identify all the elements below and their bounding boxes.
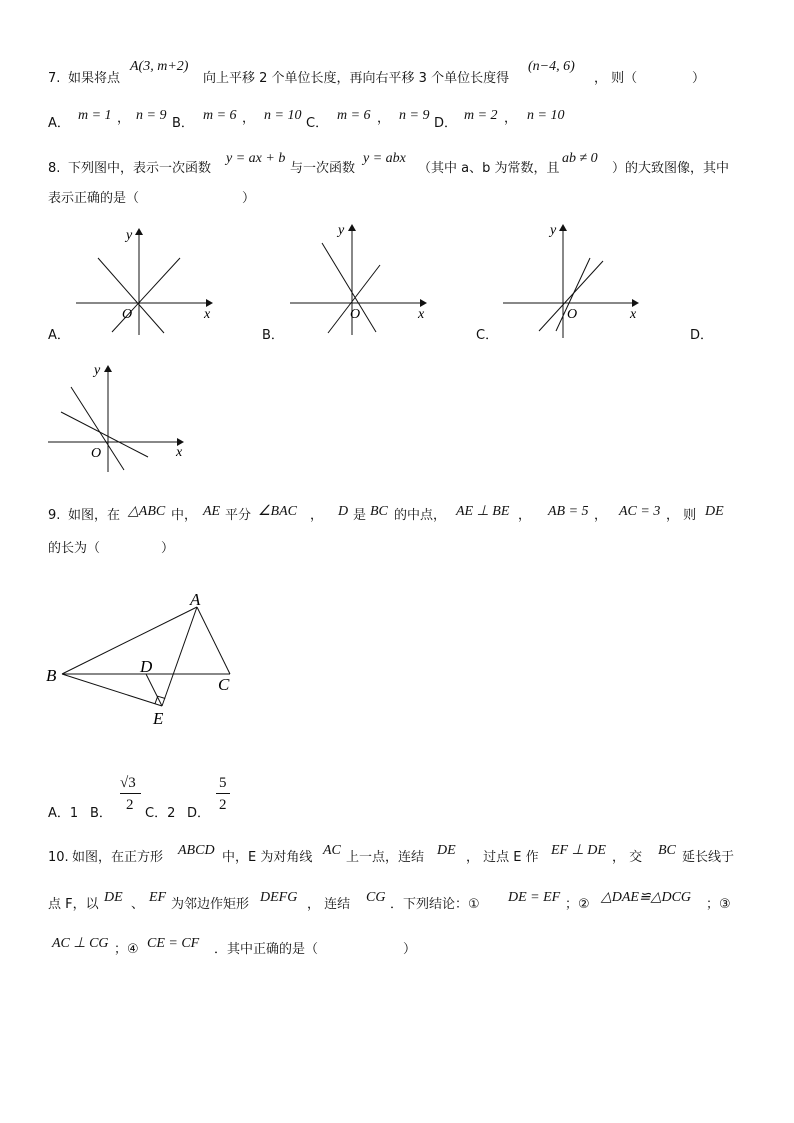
q9-text-line2-end: ） — [161, 541, 175, 556]
graph-c-x-label: x — [630, 307, 637, 322]
q7-text-3: ， 则（ — [594, 71, 638, 86]
q9-perp: AE ⊥ BE — [456, 504, 510, 519]
q7-option-a-sep: ， — [117, 111, 131, 126]
q7-option-b-n: n = 10 — [264, 108, 302, 123]
q9-option-d-numerator: 5 — [219, 775, 227, 791]
q7-option-a-n: n = 9 — [136, 108, 167, 123]
graph-a-y-label: y — [126, 228, 133, 243]
q9-bc: BC — [370, 504, 388, 519]
q7-option-b-sep: ， — [242, 111, 256, 126]
q7-option-a-label[interactable]: A． — [48, 116, 70, 131]
q9-de: DE — [705, 504, 724, 519]
q7-text-2: 向上平移 2 个单位长度，再向右平移 3 个单位长度得 — [203, 71, 510, 86]
graph-a-origin: O — [122, 307, 133, 322]
segment-ac — [197, 607, 230, 674]
graph-d-x-label: x — [176, 445, 183, 460]
q7-text-1: 如果将点 — [68, 71, 121, 86]
q8-text-2: 与一次函数 — [290, 161, 356, 176]
graph-c-origin: O — [567, 307, 578, 322]
graph-d-y-label: y — [94, 363, 101, 378]
q9-d: D — [338, 504, 349, 519]
q10-l2-text-1: 点 F，以 — [48, 897, 99, 912]
q10-conclusion-1: DE = EF — [508, 890, 561, 905]
q8-graph-d[interactable] — [48, 366, 183, 472]
q9-option-b-fraction-bar — [120, 793, 141, 794]
q9-text-6: 的中点， — [394, 508, 447, 523]
q10-perp: EF ⊥ DE — [551, 843, 606, 858]
q10-conclusion-2: △DAE≌△DCG — [601, 890, 692, 905]
q9-text-1: 如图，在 — [68, 508, 121, 523]
q10-square: ABCD — [178, 843, 215, 858]
q8-text-1: 下列图中，表示一次函数 — [68, 161, 212, 176]
q10-text-5: ， 交 — [612, 850, 643, 865]
q8-option-b-label[interactable]: B． — [262, 328, 284, 343]
point-e-label: E — [153, 709, 164, 728]
q10-text-3: 上一点，连结 — [346, 850, 425, 865]
q9-option-d-denominator: 2 — [219, 797, 227, 813]
q9-angle: ∠BAC — [258, 504, 297, 519]
q8-formula-2: y = abx — [363, 151, 406, 166]
q7-option-d-label[interactable]: D． — [434, 116, 458, 131]
q7-option-c-n: n = 9 — [399, 108, 430, 123]
q10-l2-text-7: ；③ — [706, 897, 731, 912]
q10-bc: BC — [658, 843, 676, 858]
q10-l3-text-1: ；④ — [114, 942, 139, 957]
q10-l3-end: ） — [403, 942, 417, 957]
q7-option-a-m: m = 1 — [78, 108, 112, 123]
q10-conclusion-3: AC ⊥ CG — [52, 936, 109, 951]
q9-option-a[interactable]: A．1 — [48, 806, 79, 821]
q8-text-4: ）的大致图像，其中 — [612, 161, 730, 176]
q7-option-b-m: m = 6 — [203, 108, 237, 123]
graph-b-line-1 — [322, 243, 376, 332]
q8-text-line2: 表示正确的是（ — [48, 191, 140, 206]
q10-l2-rect: DEFG — [260, 890, 298, 905]
q10-l2-text-4: ， 连结 — [307, 897, 351, 912]
q8-text-line2-end: ） — [242, 191, 256, 206]
q9-text-4: ， — [310, 508, 324, 523]
q9-text-9: ， 则 — [666, 508, 697, 523]
q10-l2-text-3: 为邻边作矩形 — [171, 897, 250, 912]
q7-option-c-m: m = 6 — [337, 108, 371, 123]
q7-option-d-sep: ， — [504, 111, 518, 126]
q9-option-b-label[interactable]: B． — [90, 806, 112, 821]
q10-text-4: ， 过点 E 作 — [466, 850, 539, 865]
q9-option-c[interactable]: C．2 — [145, 806, 176, 821]
segment-be — [62, 674, 162, 706]
point-b-label: B — [46, 666, 57, 685]
q8-option-d-label[interactable]: D． — [690, 328, 714, 343]
q8-option-c-label[interactable]: C． — [476, 328, 499, 343]
point-a-label: A — [190, 590, 201, 609]
graph-b-line-2 — [328, 265, 380, 333]
q7-text-4: ） — [692, 71, 706, 86]
q8-number: 8. — [48, 161, 61, 176]
q10-de: DE — [437, 843, 456, 858]
q9-text-2: 中， — [171, 508, 198, 523]
q9-text-3: 平分 — [225, 508, 252, 523]
point-d-label: D — [140, 657, 153, 676]
q10-l2-ef: EF — [149, 890, 167, 905]
q9-text-8: ， — [594, 508, 608, 523]
q9-option-d-label[interactable]: D． — [187, 806, 211, 821]
q10-l2-text-6: ；② — [565, 897, 590, 912]
q7-option-d-m: m = 2 — [464, 108, 498, 123]
graph-d-origin: O — [91, 446, 102, 461]
q10-text-2: 中，E 为对角线 — [222, 850, 313, 865]
q10-l2-cg: CG — [366, 890, 386, 905]
q9-number: 9. — [48, 508, 61, 523]
q9-option-b-denominator: 2 — [126, 797, 134, 813]
q10-ac: AC — [323, 843, 341, 858]
q10-conclusion-4: CE = CF — [147, 936, 200, 951]
q9-ab: AB = 5 — [548, 504, 589, 519]
q9-text-line2: 的长为（ — [48, 541, 101, 556]
graph-c-y-label: y — [550, 223, 557, 238]
q7-point-a: A(3, m+2) — [130, 59, 189, 74]
q10-l3-text-2: ．其中正确的是（ — [214, 942, 319, 957]
q9-text-5: 是 — [353, 508, 367, 523]
q9-option-b-numerator: √3 — [120, 775, 136, 791]
q7-option-c-sep: ， — [377, 111, 391, 126]
q10-text-6: 延长线于 — [682, 850, 735, 865]
q7-option-d-n: n = 10 — [527, 108, 565, 123]
graph-d-line-1 — [61, 412, 148, 457]
graph-b-x-label: x — [418, 307, 425, 322]
graph-a-x-label: x — [204, 307, 211, 322]
point-c-label: C — [218, 675, 230, 694]
q8-graph-a[interactable] — [76, 229, 212, 335]
q8-text-3: （其中 a、b 为常数，且 — [418, 161, 560, 176]
q9-text-7: ， — [518, 508, 532, 523]
q9-ac: AC = 3 — [619, 504, 661, 519]
q8-formula-1: y = ax + b — [226, 151, 286, 166]
q10-l2-text-5: ．下列结论：① — [390, 897, 480, 912]
q9-option-d-fraction-bar — [216, 793, 230, 794]
graph-b-origin: O — [350, 307, 361, 322]
q9-triangle: △ABC — [128, 504, 166, 519]
q10-text-1: 如图，在正方形 — [72, 850, 164, 865]
q7-option-c-label[interactable]: C． — [306, 116, 329, 131]
q10-number: 10. — [48, 850, 69, 865]
q7-option-b-label[interactable]: B． — [172, 116, 194, 131]
q8-condition: ab ≠ 0 — [562, 151, 598, 166]
q7-number: 7. — [48, 71, 61, 86]
q10-l2-text-2: 、 — [131, 897, 145, 912]
graph-b-y-label: y — [338, 223, 345, 238]
q10-l2-de: DE — [104, 890, 123, 905]
q9-ae: AE — [203, 504, 221, 519]
q7-point-target: (n−4, 6) — [528, 59, 575, 74]
q8-option-a-label[interactable]: A． — [48, 328, 70, 343]
